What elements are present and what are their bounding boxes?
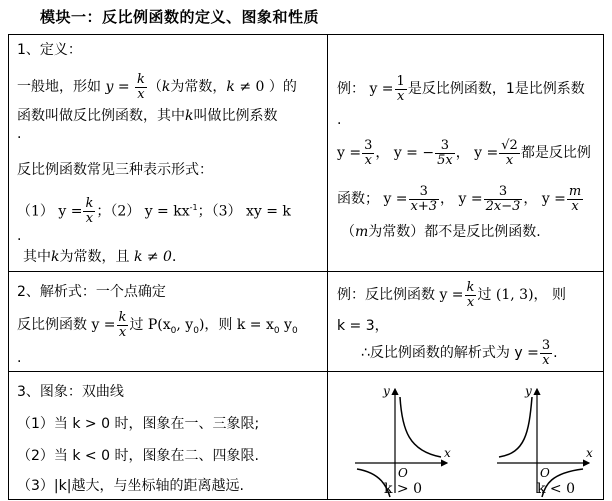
period-4: . [17,350,22,366]
period-2: . [17,228,22,244]
example-4: （m为常数）都不是反比例函数. [341,224,541,240]
analytic-example-3: ∴反比例函数的解析式为 y = $\frac{3}{x}$ . [361,337,558,368]
analytic-line: 反比例函数 y = $\frac{k}{x}$ 过 $P(x_0$, $y_0$)，则 $k = x_0$ $y_0$ [17,309,298,340]
row-divider-2 [9,371,603,372]
period-3: . [337,112,342,128]
graph-point-1: （1）当 k > 0 时，图象在一、三象限; [17,416,260,432]
constant-note: 其中k为常数，且 k ≠ 0． [23,249,186,265]
analytic-example-1: 例：反比例函数 y = $\frac{k}{x}$ 过 (1, 3)， 则 [337,279,566,310]
graph-heading: 3、图象：双曲线 [17,384,124,400]
axis-x-label-1: x [444,446,451,460]
graph-point-2: （2）当 k < 0 时，图象在二、四象限. [17,448,259,464]
analytic-heading: 2、解析式：一个点确定 [17,284,166,300]
definition-line-2: 函数叫做反比例函数，其中k叫做比例系数 [17,108,278,124]
definition-fraction: $\frac{k}{x}$ [137,71,145,102]
row-divider-1 [9,271,603,272]
property-table [8,34,604,500]
graph-label-k-positive: k > 0 [384,481,423,497]
example-1: 例： y = $\frac{1}{x}$ 是反比例函数，1是比例系数 [337,73,585,104]
module-title: 模块一：反比例函数的定义、图象和性质 [40,8,320,26]
axis-y-label-2: y [525,384,532,398]
axis-x-label-2: x [586,446,593,460]
forms-line: （1） y = $\frac{k}{x}$ ；（2） $y = kx^{-1}$；（3） xy = k [17,196,291,227]
column-divider [327,35,328,499]
definition-line: 一般地，形如 y = $\frac{k}{x}$ （k为常数，k ≠ 0 ）的 [17,71,297,102]
forms-title: 反比例函数常见三种表示形式： [17,162,213,178]
origin-label-1: O [398,466,408,480]
analytic-example-2: k = 3， [337,318,389,334]
example-3: 函数； y = $\frac{3}{x+3}$ ， y = $\frac{3}{2x-3}$ ， y = $\frac{m}{x}$ [337,183,582,214]
period-1: . [17,126,22,142]
graph-point-3: （3）|k|越大，与坐标轴的距离越远. [17,478,244,494]
axis-y-label-1: y [383,384,390,398]
definition-heading: 1、定义： [17,42,82,58]
example-2: y = $\frac{3}{x}$ ， y = − $\frac{3}{5x}$ ， y = $\frac{√2}{x}$ 都是反比例 [337,137,591,168]
origin-label-2: O [540,466,550,480]
graph-label-k-negative: k < 0 [537,481,576,497]
